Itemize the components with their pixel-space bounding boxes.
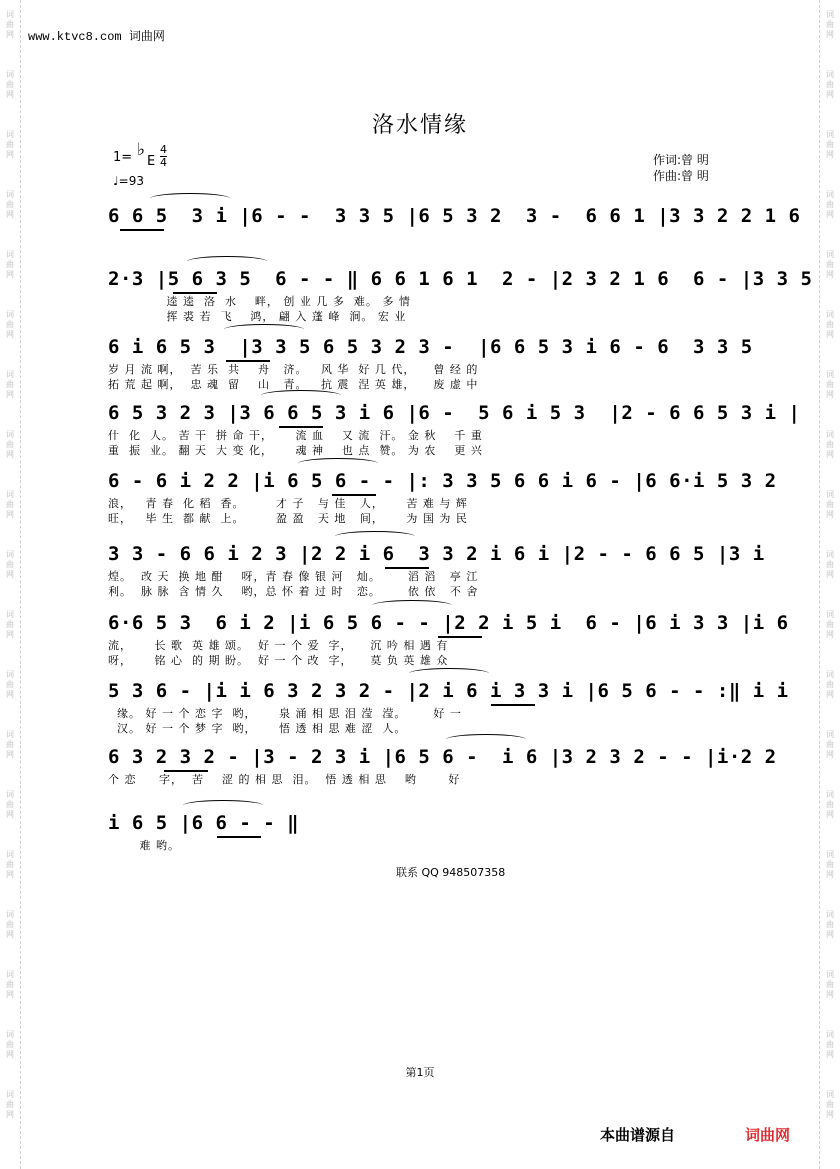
watermark-text: 词曲网 <box>826 850 834 879</box>
lyric-line: 流， 长 歌 英 雄 颂。 好 一 个 爱 字， 沉 吟 相 遇 有 <box>108 639 449 652</box>
lyric-line: 岁 月 流 啊， 苦 乐 共 舟 济。 风 华 好 几 代， 曾 经 的 <box>108 363 479 376</box>
tie-arc <box>409 668 489 679</box>
tie-arc <box>446 734 526 745</box>
lyric-line: 汉。 好 一 个 梦 字 哟， 悟 透 相 思 难 涩 人。 <box>108 722 407 735</box>
watermark-text: 词曲网 <box>6 430 14 459</box>
tie-arc <box>335 531 415 542</box>
watermark-text: 词曲网 <box>826 790 834 819</box>
beam-underline <box>491 704 535 706</box>
lyric-line: 难 哟。 <box>108 839 180 852</box>
watermark-text: 词曲网 <box>6 970 14 999</box>
watermark-text: 词曲网 <box>826 910 834 939</box>
notation-row: 6 - 6 i 2 2 |i 6 5 6 - - |: 3 3 5 6 6 i 6 - |6 6·i 5 3 2 <box>108 470 777 492</box>
lyric-line: 个 恋 字， 苦 涩 的 相 思 泪。 悟 透 相 思 哟 好 <box>108 773 461 786</box>
watermark-text: 词曲网 <box>6 550 14 579</box>
watermark-text: 词曲网 <box>826 730 834 759</box>
lyric-line: 拓 荒 起 啊， 忠 魂 留 山 青。 抗 震 涅 英 雄， 废 虚 中 <box>108 378 479 391</box>
watermark-text: 词曲网 <box>826 970 834 999</box>
notation-row: 6 3 2 3 2 - |3 - 2 3 i |6 5 6 - i 6 |3 2 3 2 - - |i·2 2 <box>108 746 777 768</box>
watermark-text: 词曲网 <box>6 730 14 759</box>
quarter-note-icon: ♩ <box>113 174 119 188</box>
watermark-text: 词曲网 <box>826 610 834 639</box>
watermark-text: 词曲网 <box>6 310 14 339</box>
site-url[interactable]: www.ktvc8.com 词曲网 <box>28 30 165 44</box>
watermark-text: 词曲网 <box>826 1030 834 1059</box>
watermark-text: 词曲网 <box>826 370 834 399</box>
watermark-text: 词曲网 <box>6 130 14 159</box>
watermark-text: 词曲网 <box>6 10 14 39</box>
lyric-line: 什 化 人。 苦 干 拼 命 干， 流 血 又 流 汗。 金 秋 千 重 <box>108 429 483 442</box>
time-unit: 4 <box>160 156 167 169</box>
watermark-text: 词曲网 <box>826 70 834 99</box>
watermark-text: 词曲网 <box>826 670 834 699</box>
key-prefix: 1= <box>113 150 133 165</box>
notation-row: 5 3 6 - |i i 6 3 2 3 2 - |2 i 6 i 3 3 i |6 5 6 - - :‖ i i <box>108 680 789 702</box>
time-signature <box>160 144 167 169</box>
watermark-text: 词曲网 <box>826 1090 834 1119</box>
tempo-value: =93 <box>118 174 144 188</box>
lyricist: 作词:曾 明 <box>653 153 709 167</box>
watermark-text: 词曲网 <box>826 10 834 39</box>
contact-info: 联系 QQ 948507358 <box>396 866 506 879</box>
tempo-mark <box>113 174 144 188</box>
lyric-line: 缘。 好 一 个 恋 字 哟， 泉 涌 相 思 泪 滢 滢。 好 一 <box>108 707 462 720</box>
source-label: 本曲谱源自 <box>600 1126 676 1144</box>
lyric-line: 逵 逵 洛 水 畔， 创 业 几 多 难。 多 情 <box>108 295 411 308</box>
watermark-text: 词曲网 <box>826 430 834 459</box>
watermark-text: 词曲网 <box>826 490 834 519</box>
watermark-text: 词曲网 <box>826 190 834 219</box>
notation-row: 6 6 5 3 i |6 - - 3 3 5 |6 5 3 2 3 - 6 6 1 |3 3 2 2 1 6 <box>108 205 801 227</box>
credits <box>653 152 709 184</box>
tie-arc <box>298 458 378 469</box>
notation-row: 6·6 5 3 6 i 2 |i 6 5 6 - - |2 2 i 5 i 6 - |6 i 3 3 |i 6 <box>108 612 789 634</box>
tie-arc <box>187 256 267 267</box>
watermark-text: 词曲网 <box>6 370 14 399</box>
watermark-text: 词曲网 <box>826 130 834 159</box>
watermark-text: 词曲网 <box>6 670 14 699</box>
notation-row: 6 5 3 2 3 |3 6 6 5 3 i 6 |6 - 5 6 i 5 3 |2 - 6 6 5 3 i | <box>108 402 801 424</box>
key-note: E <box>147 154 156 169</box>
lyric-line: 煌。 改 天 换 地 酣 呀，青 春 像 银 河 灿。 滔 滔 亭 江 <box>108 570 479 583</box>
watermark-text: 词曲网 <box>826 250 834 279</box>
lyric-line: 利。 脉 脉 含 情 久 哟，总 怀 着 过 时 恋。 依 依 不 舍 <box>108 585 479 598</box>
watermark-text: 词曲网 <box>826 550 834 579</box>
song-title: 洛水情缘 <box>371 113 468 138</box>
watermark-text: 词曲网 <box>6 1090 14 1119</box>
beam-underline <box>217 836 261 838</box>
watermark-text: 词曲网 <box>826 310 834 339</box>
brand-logo[interactable]: 词曲网 <box>745 1126 791 1144</box>
flat-symbol: ♭ <box>137 140 146 160</box>
tie-arc <box>183 800 263 811</box>
composer: 作曲:曾 明 <box>653 169 709 183</box>
lyric-line: 重 振 业。 翻 天 大 变 化， 魂 神 也 点 赞。 为 农 更 兴 <box>108 444 483 457</box>
notation-row: 2·3 |5 6 3 5 6 - - ‖ 6 6 1 6 1 2 - |2 3 2 1 6 6 - |3 3 5 <box>108 268 813 290</box>
watermark-text: 词曲网 <box>6 850 14 879</box>
watermark-text: 词曲网 <box>6 1030 14 1059</box>
watermark-text: 词曲网 <box>6 70 14 99</box>
beam-underline <box>120 229 164 231</box>
lyric-line: 浪， 青 春 化 稻 香。 才 子 与 佳 人， 苦 难 与 辉 <box>108 497 468 510</box>
lyric-line: 旺， 毕 生 都 献 上。 盈 盈 天 地 间， 为 国 为 民 <box>108 512 468 525</box>
watermark-text: 词曲网 <box>6 250 14 279</box>
time-beats: 4 <box>160 143 167 156</box>
notation-row: 6 i 6 5 3 |3 3 5 6 5 3 2 3 - |6 6 5 3 i 6 - 6 3 3 5 <box>108 336 753 358</box>
notation-row: 3 3 - 6 6 i 2 3 |2 2 i 6 3 3 2 i 6 i |2 - - 6 6 5 |3 i <box>108 543 765 565</box>
watermark-text: 词曲网 <box>6 910 14 939</box>
notation-row: i 6 5 |6 6 - - ‖ <box>108 812 300 834</box>
watermark-text: 词曲网 <box>6 610 14 639</box>
watermark-text: 词曲网 <box>6 790 14 819</box>
tie-arc <box>372 600 452 611</box>
tie-arc <box>224 324 304 335</box>
watermark-text: 词曲网 <box>6 190 14 219</box>
lyric-line: 挥 裘 若 飞 鸿， 翩 入 蓬 峰 涧。 宏 业 <box>108 310 407 323</box>
watermark-text: 词曲网 <box>6 490 14 519</box>
lyric-line: 呀， 铭 心 的 期 盼。 好 一 个 改 字， 莫 负 英 雄 众 <box>108 654 449 667</box>
tie-arc <box>261 390 341 401</box>
page-number: 第1页 <box>405 1066 435 1079</box>
tie-arc <box>150 193 230 204</box>
key-signature <box>113 140 167 169</box>
